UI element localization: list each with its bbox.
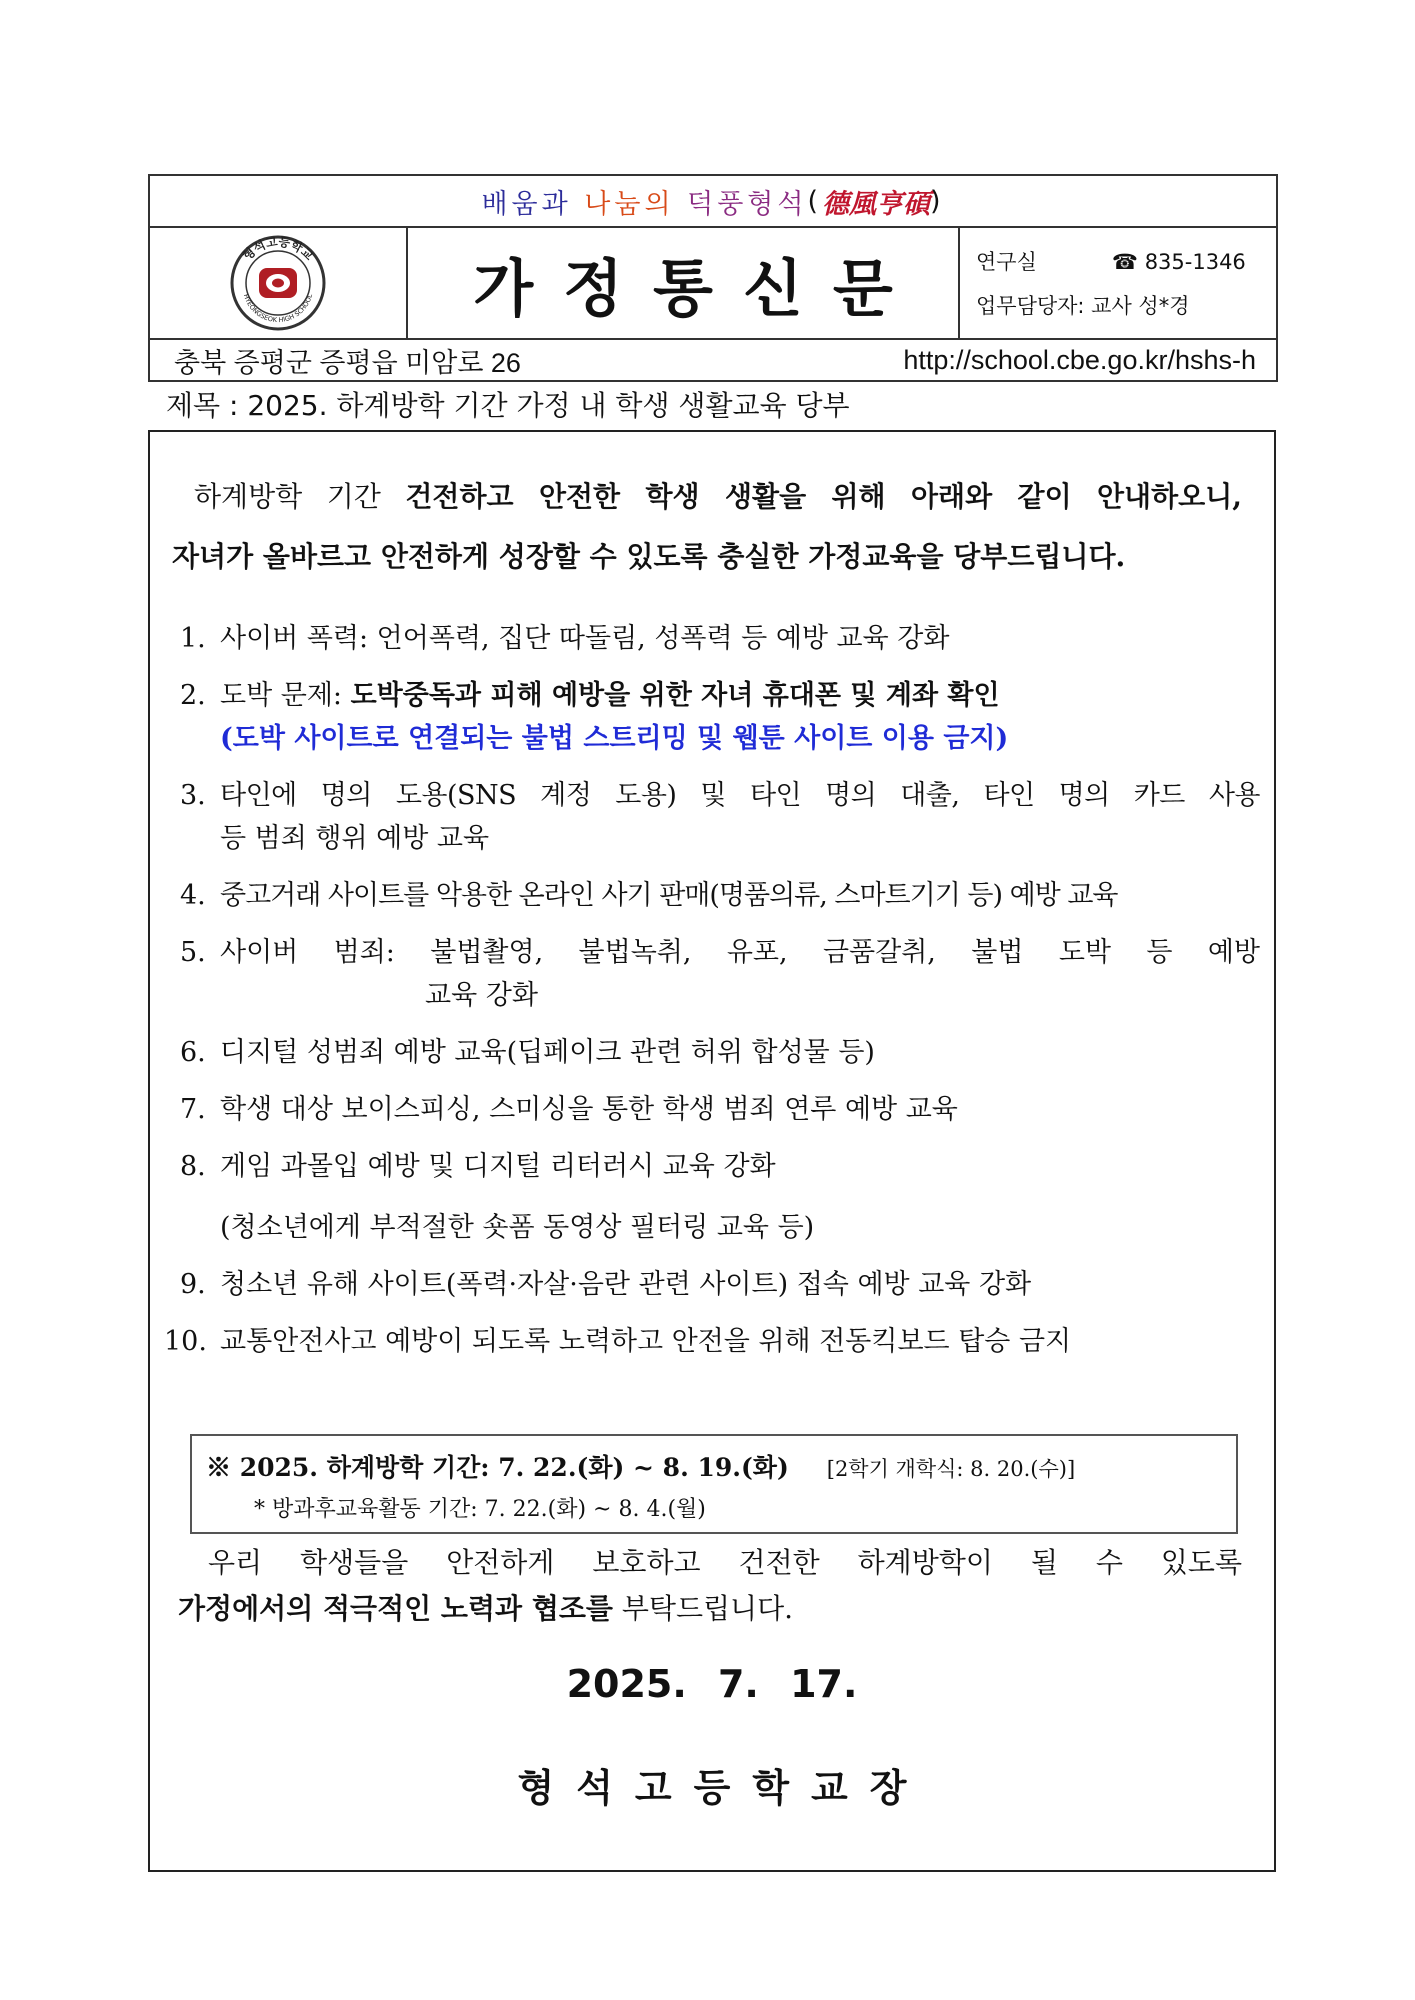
office-label: 연구실 <box>976 250 1037 274</box>
item-text: 사이버 범죄: 불법촬영, 불법녹취, 유포, 금품갈취, 불법 도박 등 예방 <box>220 937 1260 968</box>
list-item <box>180 931 1260 1017</box>
item-text: 타인에 명의 도용(SNS 계정 도용) 및 타인 명의 대출, 타인 명의 카드 사용 <box>220 780 1260 811</box>
motto-part: 나눔의 <box>584 188 675 220</box>
emblem-text-en: HYEONGSEOK HIGH SCHOOL <box>241 293 315 325</box>
item-number: 9. <box>180 1269 206 1300</box>
list-item <box>164 1320 1260 1363</box>
item-number: 7. <box>180 1094 206 1125</box>
list-item <box>180 1263 1260 1306</box>
closing-bold-text: 가정에서의 적극적인 노력과 협조를 <box>178 1592 613 1625</box>
item-text: 중고거래 사이트를 악용한 온라인 사기 판매(명품의류, 스마트기기 등) 예방 교육 <box>220 880 1118 911</box>
list-item <box>180 1145 1260 1249</box>
signature: 형석고등학교장 <box>517 1766 929 1810</box>
motto-part: 배움과 <box>481 188 572 220</box>
list-item <box>180 774 1260 860</box>
item-bold-text: 도박중독과 피해 예방을 위한 자녀 휴대폰 및 계좌 확인 <box>350 680 1000 711</box>
subject-line: 제목 : 2025. 하계방학 기간 가정 내 학생 생활교육 당부 <box>166 389 850 422</box>
vacation-dates-box <box>190 1434 1238 1534</box>
item-number: 8. <box>180 1151 206 1182</box>
item-number: 3. <box>180 780 206 811</box>
closing-text: 우리 학생들을 안전하게 보호하고 건전한 하계방학이 될 수 있도록 <box>208 1546 1242 1579</box>
letterhead <box>148 174 1278 382</box>
school-url[interactable]: http://school.cbe.go.kr/hshs-h <box>903 344 1256 375</box>
item-text: 교육 강화 <box>425 980 538 1011</box>
school-motto <box>150 176 1276 228</box>
closing-text: 부탁드립니다. <box>612 1592 794 1625</box>
school-address: 충북 증평군 증평읍 미암로 26 <box>174 347 521 378</box>
motto-part: ) <box>930 185 945 217</box>
school-emblem-icon <box>223 233 333 333</box>
item-text: 디지털 성범죄 예방 교육(딥페이크 관련 허위 합성물 등) <box>220 1037 875 1068</box>
guidance-list <box>164 617 1260 1377</box>
item-text: (청소년에게 부적절한 숏폼 동영상 필터링 교육 등) <box>220 1212 815 1243</box>
intro-text: 하계방학 기간 <box>194 480 406 513</box>
phone-number: ☎ 835-1346 <box>1111 250 1246 274</box>
item-number: 4. <box>180 880 206 911</box>
vacation-period: ※ 2025. 하계방학 기간: 7. 22.(화) ~ 8. 19.(화) <box>206 1453 789 1482</box>
list-item <box>180 617 1260 660</box>
semester-start: [2학기 개학식: 8. 20.(수)] <box>826 1457 1076 1481</box>
item-number: 1. <box>180 623 206 654</box>
list-item <box>180 1088 1260 1131</box>
item-text: 학생 대상 보이스피싱, 스미싱을 통한 학생 범죄 연루 예방 교육 <box>220 1094 958 1125</box>
item-text: 사이버 폭력: 언어폭력, 집단 따돌림, 성폭력 등 예방 교육 강화 <box>220 623 950 654</box>
item-text: 게임 과몰입 예방 및 디지털 리터러시 교육 강화 <box>220 1151 776 1182</box>
motto-hanja: 德風亨碩 <box>822 188 930 220</box>
issue-date: 2025. 7. 17. <box>566 1662 858 1706</box>
item-text: 등 범죄 행위 예방 교육 <box>220 823 490 854</box>
item-label: 도박 문제: <box>220 680 351 711</box>
document-title: 가정통신문 <box>473 251 923 325</box>
item-number: 2. <box>180 680 206 711</box>
item-text: 청소년 유해 사이트(폭력·자살·음란 관련 사이트) 접속 예방 교육 강화 <box>220 1269 1032 1300</box>
closing-paragraph <box>178 1540 1242 1632</box>
motto-part: 덕풍형석 <box>687 188 808 220</box>
contact-person: 업무담당자: 교사 성*경 <box>976 294 1190 318</box>
item-text: 교통안전사고 예방이 되도록 노력하고 안전을 위해 전동킥보드 탑승 금지 <box>220 1326 1072 1357</box>
letter-body <box>148 430 1276 1872</box>
afterschool-period: * 방과후교육활동 기간: 7. 22.(화) ~ 8. 4.(월) <box>254 1497 706 1522</box>
item-number: 6. <box>180 1037 206 1068</box>
item-number: 10. <box>164 1326 207 1357</box>
intro-bold-text: 건전하고 안전한 학생 생활을 위해 아래와 같이 안내하오니, <box>405 480 1242 513</box>
item-number: 5. <box>180 937 206 968</box>
contact-info <box>960 228 1276 338</box>
intro-paragraph <box>172 467 1242 587</box>
emblem-text-ko: 형석고등학교 <box>239 234 317 264</box>
item-warning-note: (도박 사이트로 연결되는 불법 스트리밍 및 웹툰 사이트 이용 금지) <box>220 723 1009 754</box>
motto-part: ( <box>807 185 822 217</box>
intro-bold-text: 자녀가 올바르고 안전하게 성장할 수 있도록 충실한 가정교육을 당부드립니다. <box>172 540 1126 573</box>
list-item <box>180 1031 1260 1074</box>
list-item <box>180 674 1260 760</box>
list-item <box>180 874 1260 917</box>
